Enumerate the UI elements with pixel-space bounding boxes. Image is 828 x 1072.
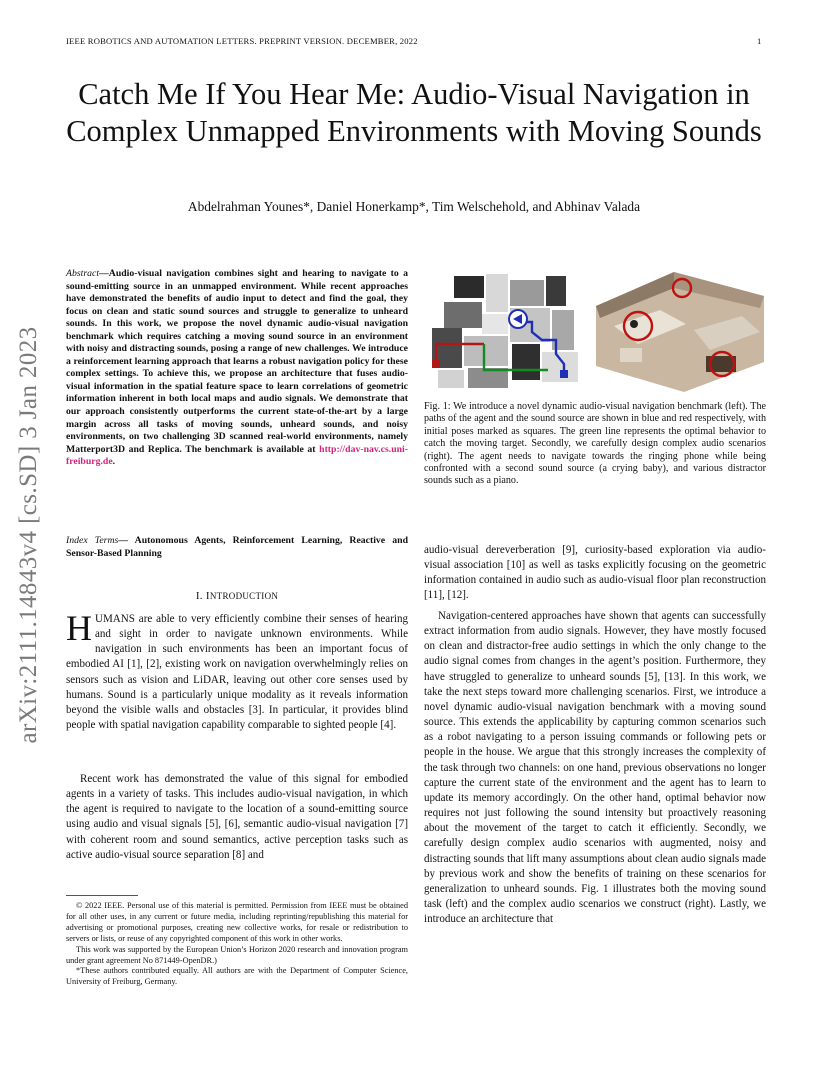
section-rest: NTRODUCTION	[209, 591, 279, 601]
col2-paragraph-2: Navigation-centered approaches have shown that agents can successfully extract information from audio signals. However, they have mostly focused on clean and distractor-free audio settings in which the only change to the audio signal comes from changes in the agent’s position. Furthermore, they have struggled to generalize to unheard sounds [5], [13]. In this work, we take the next steps toward more challenging scenarios. First, we introduce a novel dynamic audio-visual navigation benchmark with a moving sound source. This extends the applicability by capturing common scenarios such as a robot navigating to a person issuing commands or following pets or people in the house. We argue that this strongly increases the complexity of the task through two channels: on one hand, previous observations no longer capture the current state of the environment and the agent has to learn to update its memory accordingly. On the other hand, optimal behavior now requires not just following the sound intensity but proactively reasoning about the movement of the target to catch it efficiently. Secondly, we carefully design complex audio scenarios with augmented, noisy and distracting sounds that lift many assumptions about clean audio signals made by previous work and show the benefits of training on these scenarios for generalization to unheard sounds. Fig. 1 illustrates both the moving sound task (left) and the complex audio scenarios we construct (right). Lastly, we introduce an architecture that	[424, 610, 766, 926]
section-heading	[66, 590, 408, 602]
abstract	[66, 268, 408, 469]
source-start-marker	[432, 360, 440, 368]
index-terms-lead: Index Terms	[66, 535, 119, 546]
intro-paragraph-2: Recent work has demonstrated the value of this signal for embodied agents in a variety of tasks. This includes audio-visual navigation, in which the agent is required to navigate to the location of a sound-emitting source using audio and visual signals [5], [6], semantic audio-visual navigation [7] with coherent room and sound semantics, active perception tasks such as active audio-visual source separation [8] and	[66, 773, 408, 861]
index-terms-body: — Autonomous Agents, Reinforcement Learning, Reactive and Sensor-Based Planning	[66, 535, 409, 559]
page-number: 1	[757, 36, 762, 46]
abstract-body: —Audio-visual navigation combines sight and hearing to navigate to a sound-emitting source in an unmapped environment. While recent approaches have demonstrated the benefits of audio input to detect and find the goal, they focus on clean and static sound sources and struggle to generalize to unheard sounds. In this work, we propose the novel dynamic audio-visual navigation benchmark which requires catching a moving sound source in an environment with noisy and distracting sounds, posing a range of new challenges. We introduce a reinforcement learning approach that learns a robust navigation policy for these complex settings. To achieve this, we propose an architecture that fuses audio-visual information in the spatial feature space to learn correlations of geometric information inherent in both local maps and audio signals. We demonstrate that our approach consistently outperforms the current state-of-the-art by a large margin across all tasks of moving sounds, unheard sounds, and noisy environments, on two challenging 3D scanned real-world environments, namely Matterport3D and Replica. The benchmark is available at	[66, 268, 408, 455]
footnote-rule	[66, 895, 138, 896]
figure-1	[424, 266, 766, 394]
footnotes	[66, 901, 408, 988]
figure-caption: Fig. 1: We introduce a novel dynamic audio-visual navigation benchmark (left). The paths of the agent and the sound source are shown in blue and red respectively, with initial poses marked as squares. The green line represents the optimal behavior to catch the moving target. Secondly, we carefully design complex audio scenarios (right). The agent needs to navigate towards the ringing phone while being confronted with a second sound source (a crying baby), and various distractor sounds such as a piano.	[424, 401, 766, 487]
agent-start-marker	[560, 370, 568, 378]
affiliation-note: *These authors contributed equally. All authors are with the Department of Computer Science, University of Freiburg, Germany.	[66, 966, 408, 987]
floor-map	[428, 274, 588, 392]
section-numeral: I.	[195, 590, 206, 602]
paper-title: Catch Me If You Hear Me: Audio-Visual Navigation in Complex Unmapped Environments with Moving Sounds	[66, 77, 762, 148]
arxiv-sidebar	[9, 300, 49, 770]
intro-paragraph-1-text: UMANS are able to very efficiently combine their senses of hearing and sight in order to navigate unknown environments. While navigation in such environments has been an important focus of embodied AI [1], [2], existing work on navigation overwhelmingly relies on sensors such as vision and LiDAR, leaving out other core senses used by humans. Sound is a particularly unique modality as it reveals information beyond the visible walls and obstacles [3]. In particular, it provides blind people with spatial navigation capability comparable to sighted people [4].	[66, 613, 408, 732]
running-head: IEEE ROBOTICS AND AUTOMATION LETTERS. PREPRINT VERSION. DECEMBER, 2022	[66, 36, 418, 46]
abstract-end: .	[112, 456, 116, 468]
copyright-note: © 2022 IEEE. Personal use of this material is permitted. Permission from IEEE must be obtained for all other uses, in any current or future media, including reprinting/republishing this material for advertising or promotional purposes, creating new collective works, for resale or redistribution to servers or lists, or reuse of any copyrighted component of this work in other works.	[66, 901, 408, 943]
arxiv-stamp: arXiv:2111.14843v4 [cs.SD] 3 Jan 2023	[15, 326, 42, 744]
funding-note: This work was supported by the European Union’s Horizon 2020 research and innovation program under grant agreement No 871449-OpenDR.)	[66, 944, 408, 965]
section-initial: I	[205, 590, 210, 602]
drop-cap: H	[66, 608, 92, 648]
abstract-lead: Abstract	[66, 268, 100, 279]
intro-paragraph-1	[66, 608, 408, 733]
author-list: Abdelrahman Younes*, Daniel Honerkamp*, Tim Welschehold, and Abhinav Valada	[187, 199, 641, 214]
room-render	[596, 272, 764, 392]
col2-paragraph-1: audio-visual dereverberation [9], curiosity-based exploration via audio-visual association [10] as well as tasks explicitly focusing on the geometric information contained in audio such as audio-visual floor plan reconstruction [11], [12].	[424, 544, 766, 602]
benchmark-link[interactable]: http://dav-nav.cs.uni-freiburg.de	[66, 443, 408, 468]
index-terms	[66, 535, 408, 560]
